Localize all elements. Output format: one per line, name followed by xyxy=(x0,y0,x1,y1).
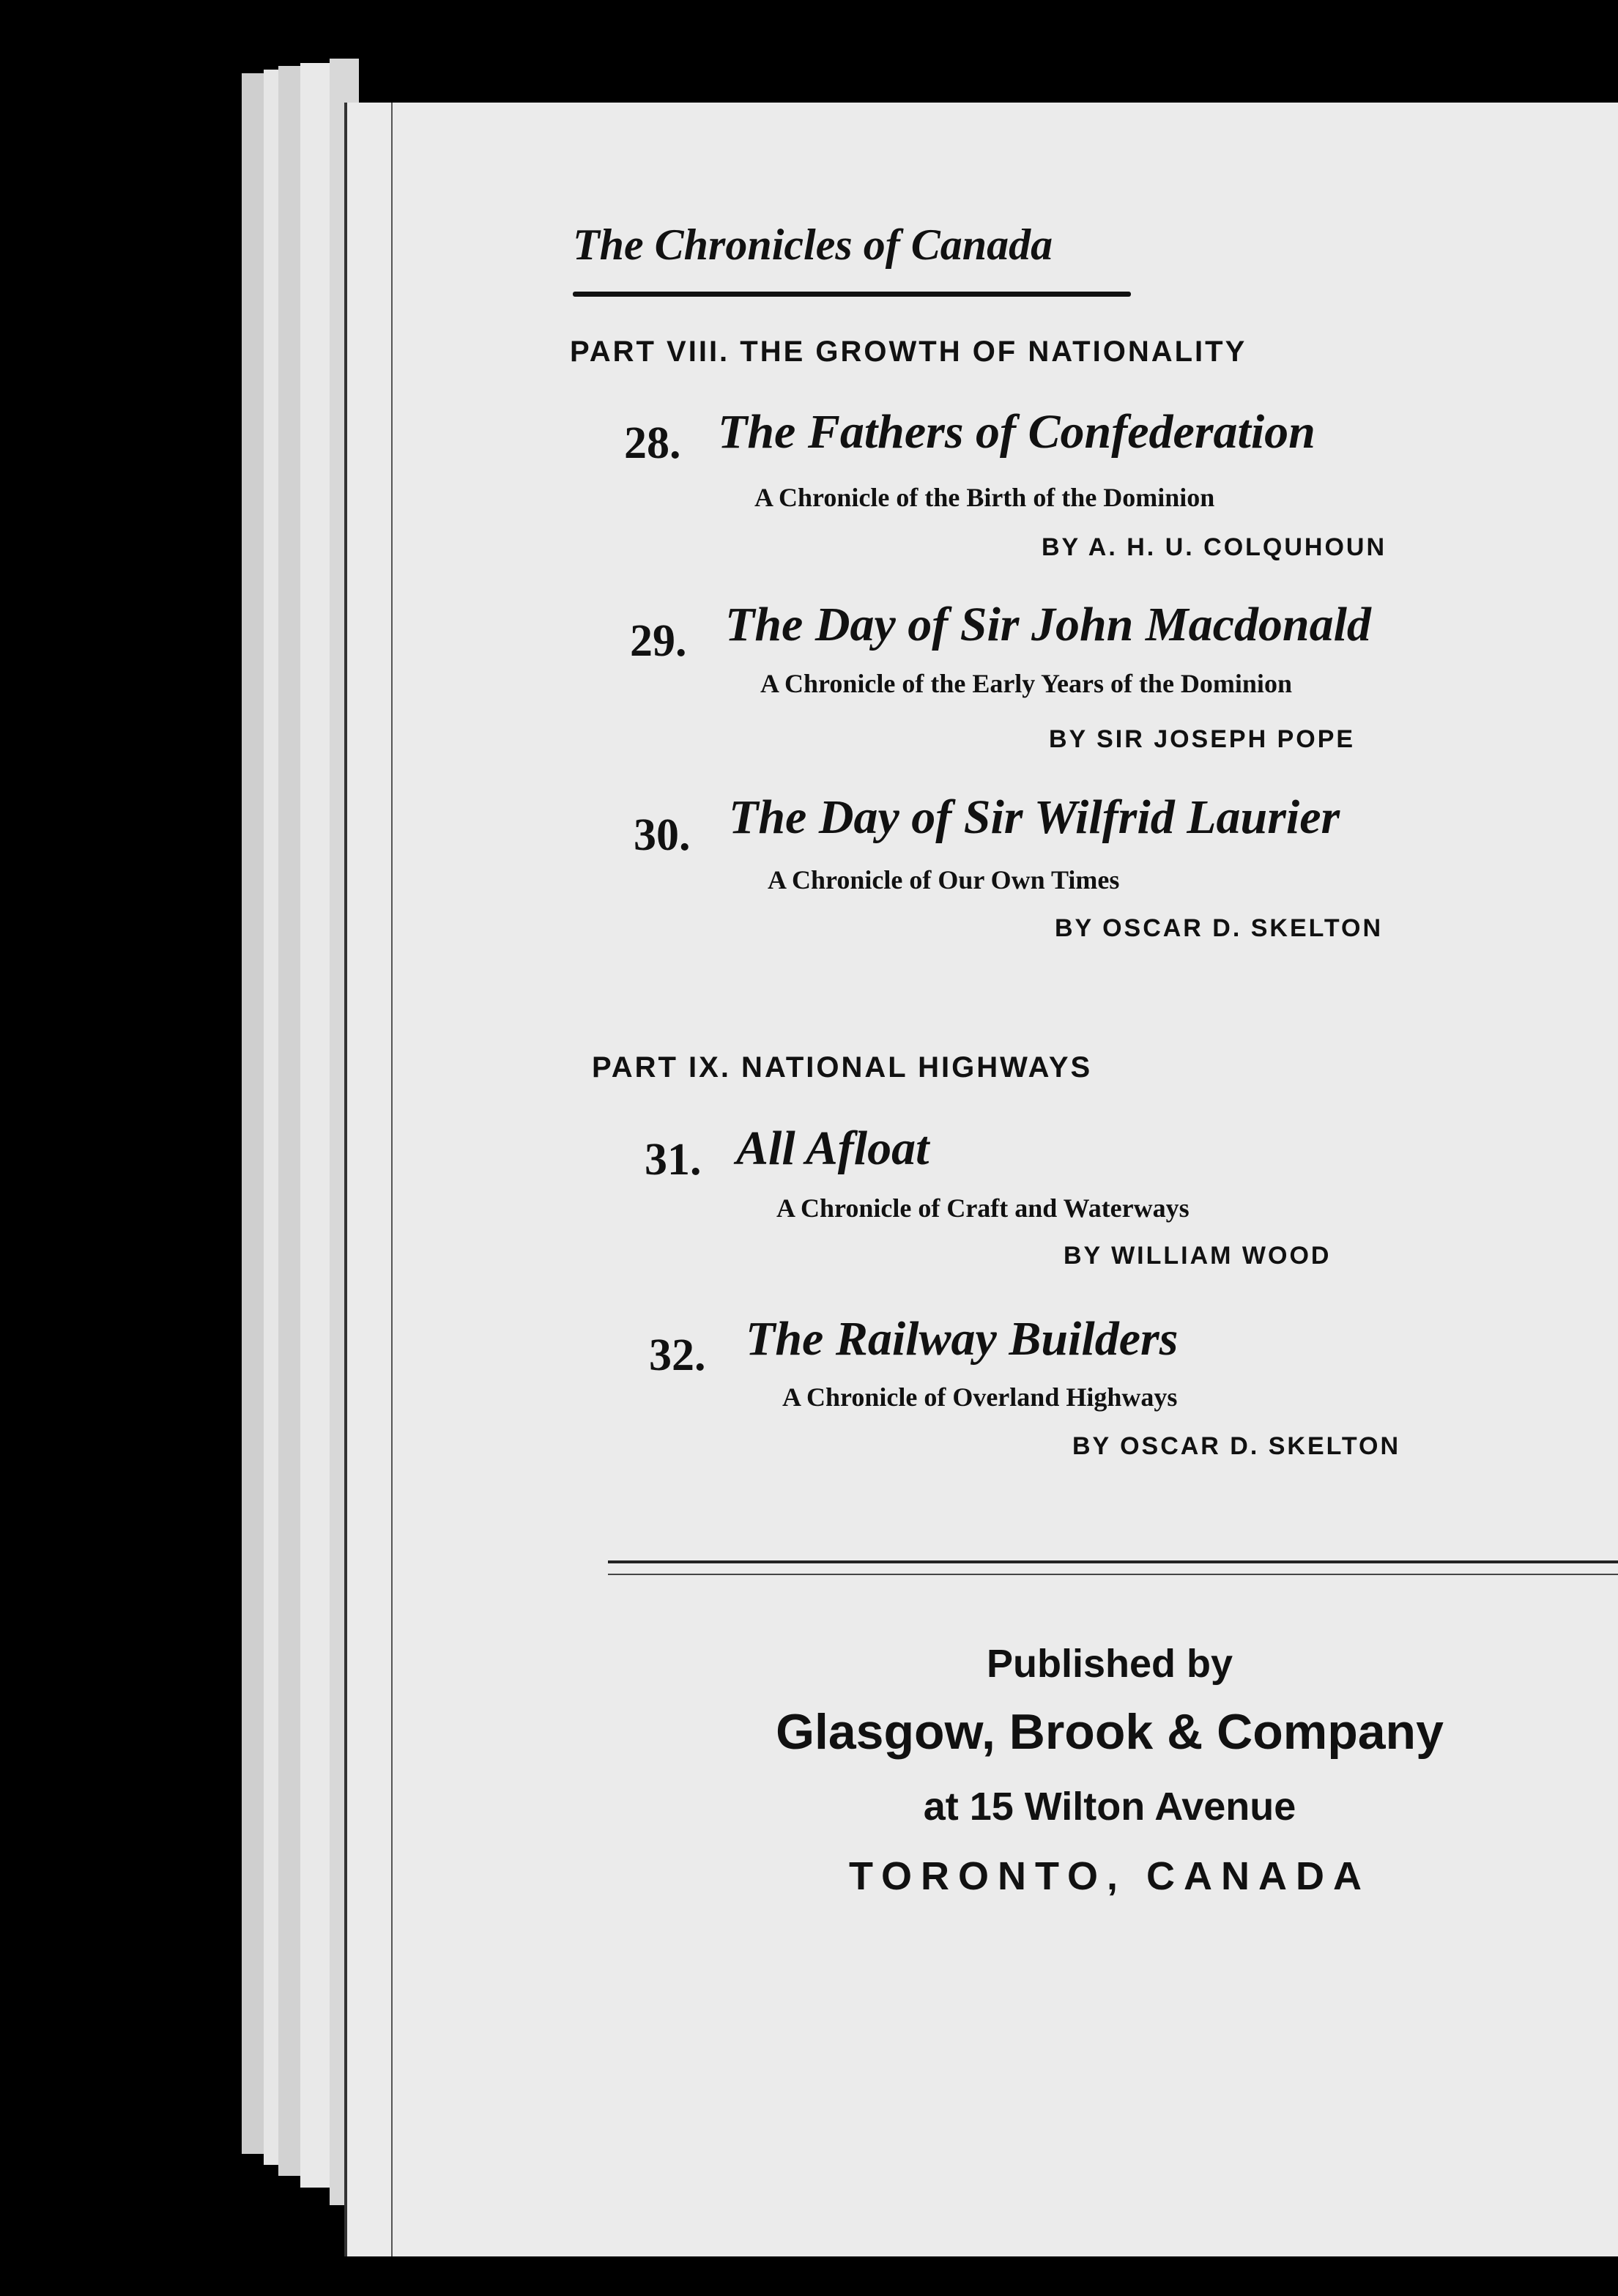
title-underline xyxy=(573,292,1131,297)
entry-number: 29. xyxy=(630,616,687,666)
entry-author: BY SIR JOSEPH POPE xyxy=(1049,725,1356,753)
entry-subtitle: A Chronicle of Overland Highways xyxy=(782,1382,1178,1412)
page-edge xyxy=(264,70,278,2165)
page-edge xyxy=(300,63,330,2188)
entry-subtitle: A Chronicle of the Early Years of the Dominion xyxy=(760,669,1292,698)
entry-number: 31. xyxy=(645,1135,702,1185)
part-heading-viii: PART VIII. THE GROWTH OF NATIONALITY xyxy=(570,336,1247,368)
entry-title: The Fathers of Confederation xyxy=(718,405,1315,459)
entry-author: BY WILLIAM WOOD xyxy=(1064,1242,1332,1270)
entry-title: All Afloat xyxy=(736,1122,929,1175)
entry-subtitle: A Chronicle of Our Own Times xyxy=(768,865,1120,895)
entry-number: 30. xyxy=(634,810,691,860)
publisher-name: Glasgow, Brook & Company xyxy=(776,1704,1444,1760)
entry-subtitle: A Chronicle of the Birth of the Dominion xyxy=(754,483,1215,512)
entry-title: The Railway Builders xyxy=(746,1312,1179,1366)
page-edge xyxy=(278,66,300,2176)
part-heading-ix: PART IX. NATIONAL HIGHWAYS xyxy=(592,1051,1093,1084)
published-by: Published by xyxy=(986,1642,1233,1686)
entry-author: BY OSCAR D. SKELTON xyxy=(1072,1432,1401,1460)
entry-subtitle: A Chronicle of Craft and Waterways xyxy=(776,1193,1190,1223)
entry-title: The Day of Sir John Macdonald xyxy=(725,598,1371,651)
page-edge xyxy=(242,73,264,2154)
entry-author: BY A. H. U. COLQUHOUN xyxy=(1042,533,1387,561)
entry-author: BY OSCAR D. SKELTON xyxy=(1055,914,1384,942)
entry-title: The Day of Sir Wilfrid Laurier xyxy=(729,790,1340,844)
series-title: The Chronicles of Canada xyxy=(573,221,1053,269)
double-divider xyxy=(608,1560,1618,1575)
entry-number: 28. xyxy=(624,418,681,468)
entry-number: 32. xyxy=(649,1330,706,1380)
publisher-address: at 15 Wilton Avenue xyxy=(923,1785,1296,1829)
publisher-city: TORONTO, CANADA xyxy=(848,1854,1370,1898)
